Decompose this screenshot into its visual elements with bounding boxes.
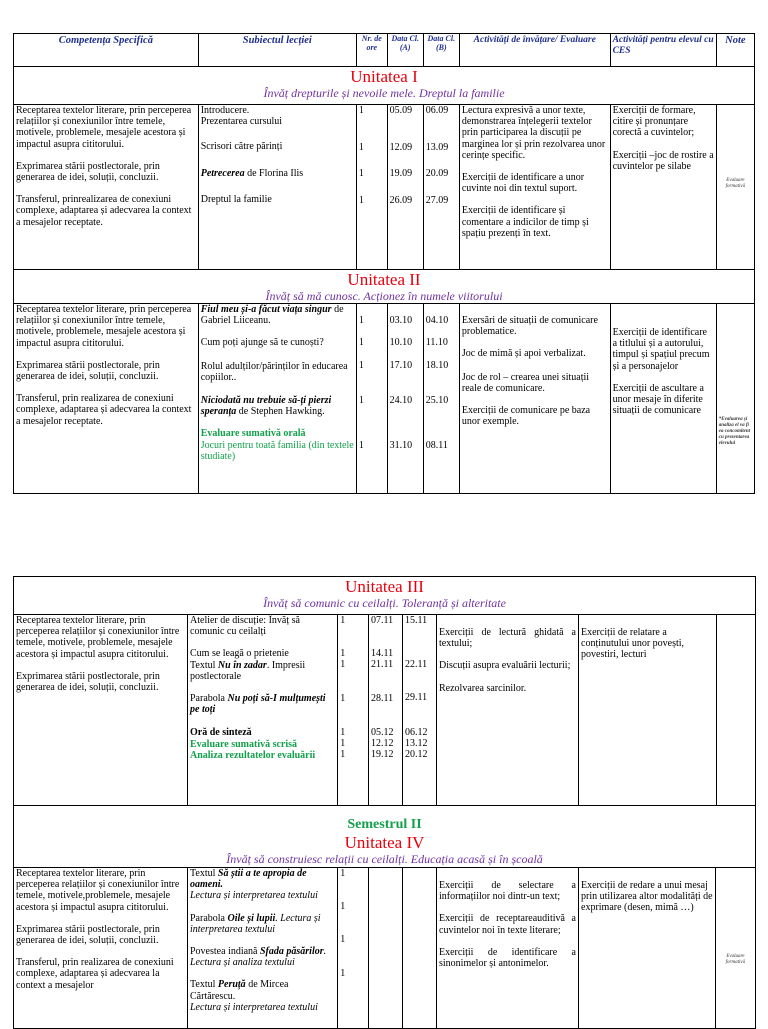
competence-text: Receptarea textelor literare, prin perceperea relațiilor și conexiunilor între temele, motivele,problemele, mesajele acestora și impactul asupra cititorului. — [16, 868, 180, 913]
hours: 1 — [358, 360, 364, 372]
hours: 1 — [340, 692, 346, 704]
date-a: 19.12 — [371, 749, 394, 761]
hours: 1 — [340, 901, 346, 913]
competence-text: Receptarea textelor literare, prin perceperea relațiilor și conexiunilor între temele, motivele, problemele, mesajele acestora și impactul asupra cititorului. — [16, 304, 192, 349]
hours: 1 — [358, 439, 364, 451]
lesson-detail: Lectura și interpretarea textului — [190, 890, 318, 902]
date-b: 22.11 — [405, 659, 428, 671]
activity: Joc de mimă și apoi verbalizat. — [461, 348, 586, 360]
date-a: 19.09 — [389, 168, 413, 180]
lesson-evaluation: Evaluare sumativă scrisă — [190, 738, 298, 750]
date-a: 21.11 — [371, 659, 394, 671]
unit-3-header — [14, 577, 756, 615]
lesson: Fiul meu și-a făcut viața singur de Gabriel Liiceanu. — [200, 304, 344, 327]
unit-1-subtitle: Învăț drepturile și nevoile mele. Dreptul la familie — [263, 86, 505, 100]
date-b: 25.10 — [425, 394, 449, 406]
hours: 1 — [340, 615, 346, 626]
lesson-evaluation: Evaluare sumativă orală — [200, 428, 306, 440]
activity: Exerciții de receptareauditivă a cuvintelor noi în texte literare; — [439, 913, 576, 936]
activity: Exerciții de selectare a informațiilor noi dintr-un text; — [439, 880, 576, 903]
ces-activity: Exerciții de relatare a conținutului unor povești, povestiri, lecturi — [581, 627, 685, 661]
competence-text: Exprimarea stării postlectorale, prin generarea de idei, soluții, concluzii. — [16, 359, 160, 383]
unit-1-activities — [459, 105, 610, 270]
lesson: Atelier de discuție: Învăț să comunic cu ceilalți — [190, 615, 300, 638]
unit-3-ces-note — [579, 615, 756, 806]
date-b: 27.09 — [425, 194, 449, 206]
hours: 1 — [340, 868, 346, 879]
lesson: Parabola Nu poți să-I mulțumești pe toți — [190, 693, 326, 716]
date-a: 12.09 — [389, 142, 413, 154]
date-b: 13.12 — [405, 737, 428, 749]
lesson: Jocuri pentru toată familia (din textele studiate) — [200, 439, 354, 462]
unit-2-lessons — [198, 304, 356, 494]
unit-2-row — [14, 304, 755, 494]
lesson: Petrecerea de Florina Ilis — [200, 167, 304, 179]
unit-1-dates-a — [387, 105, 423, 270]
semester-title: Semestrul II — [347, 817, 422, 832]
ces-activity: Exerciții de identificare a titlului și a autorului, timpul și spațiul precum și a personajelor — [612, 327, 710, 372]
lesson: Cum poți ajunge să te cunoști? — [200, 337, 324, 349]
lesson: Scrisori către părinți — [200, 141, 283, 153]
lesson: Textul Să știi a te apropia de oameni. — [190, 868, 307, 891]
date-b: 18.10 — [425, 360, 449, 372]
date-a: 24.10 — [389, 394, 413, 406]
date-a: 14.11 — [371, 648, 394, 660]
unit-3-competente — [14, 615, 188, 806]
lesson: Introducere. — [200, 105, 250, 116]
activity: Exerciții de identificare și comentare a indicilor de timp și spațiu prezenți în text. — [461, 205, 589, 239]
date-b: 11.10 — [425, 337, 448, 349]
date-b: 08.11 — [425, 439, 448, 451]
date-a: 17.10 — [389, 360, 413, 372]
ces-activity: Exerciții de redare a unui mesaj prin utilizarea altor modalități de exprimare (desen, mimă …) — [581, 880, 713, 914]
competence-text: Transferul, prin realizarea de conexiuni complexe, adaptarea și adecvarea la context a mesajelor receptate. — [16, 393, 192, 427]
unit-2-header — [14, 270, 755, 304]
activity: Exerciții de lectură ghidată a textului; — [439, 627, 576, 650]
date-a: 26.09 — [389, 194, 413, 206]
lesson-detail: Lectura și interpretarea textului — [190, 1001, 318, 1013]
header-note: Note — [716, 34, 754, 67]
date-b: 29.11 — [405, 692, 428, 704]
header-nr-ore: Nr. de ore — [356, 34, 387, 67]
lesson-synthesis: Oră de sinteză — [190, 727, 252, 739]
hours: 1 — [358, 337, 364, 349]
header-activitati: Activități de învățare/ Evaluare — [459, 34, 610, 67]
date-b: 04.10 — [425, 315, 449, 326]
date-a: 12.12 — [371, 738, 394, 750]
hours: 1 — [358, 142, 364, 154]
date-a: 31.10 — [389, 439, 413, 451]
competence-text: Transferul, prinrealizarea de conexiuni complexe, adaptarea și adecvarea la context a mesajelor receptate. — [16, 194, 192, 228]
hours: 1 — [358, 315, 364, 326]
lesson: Rolul adulților/părinților în educarea copiilor.. — [200, 360, 348, 383]
unit-3-hours — [338, 615, 368, 805]
unit-1-header — [14, 67, 755, 105]
lesson: Povestea indiană Sfada păsărilor. Lectura și analiza textului — [190, 946, 327, 969]
unit-2-note — [716, 304, 754, 494]
lesson: Textul Peruță de Mircea Cărtărescu. — [190, 979, 289, 1002]
note-text: *Evaluarea și analiza el va fi ea concomitent cu prezentarea elevului — [718, 417, 750, 446]
hours: 1 — [358, 194, 364, 206]
unit-1-lessons — [198, 105, 356, 270]
activity: Rezolvarea sarcinilor. — [439, 682, 527, 694]
hours: 1 — [340, 738, 346, 750]
hours: 1 — [358, 105, 364, 116]
unit-4-title: Unitatea IV — [344, 833, 425, 852]
hours: 1 — [340, 967, 346, 979]
unit-4-dates-b — [403, 868, 437, 1029]
competence-text: Exprimarea stării postlectorale, prin generarea de idei, soluții, concluzii. — [16, 670, 160, 694]
ces-activity: Exerciții de formare, citire și pronunțare corectă a cuvintelor; — [612, 105, 696, 139]
lesson: Parabola Oile și lupii. Lectura și interpretarea textului — [190, 912, 321, 935]
header-data-b: Data Cl. (B) — [423, 34, 459, 67]
unit-1-ces — [610, 105, 716, 270]
activity: Lectura expresivă a unor texte, demonstrarea înțelegerii textelor prin participarea la discuții pe marginea lor și prin rezolvarea unor cerințe specific. — [461, 105, 606, 161]
date-b: 06.12 — [405, 726, 428, 738]
activity: Exerciții de identificare a sinonimelor și antonimelor. — [439, 946, 576, 970]
unit-1-note — [716, 105, 754, 270]
unit-2-dates-b — [423, 304, 459, 494]
hours: 1 — [340, 749, 346, 761]
unit-2-activities — [459, 304, 610, 494]
date-a: 05.09 — [389, 105, 413, 116]
unit-4-ces-note — [579, 868, 756, 1029]
unit-4-hours — [338, 868, 368, 1028]
lesson: Dreptul la familie — [200, 193, 272, 205]
ces-activity: Exerciții de ascultare a unor mesaje în diferite situații de comunicare — [612, 382, 704, 417]
header-data-a: Data Cl. (A) — [387, 34, 423, 67]
date-b: 20.12 — [405, 749, 428, 761]
unit-4-lessons — [188, 868, 338, 1028]
unit-1-hours — [356, 105, 387, 270]
unit-3-activities — [437, 615, 579, 806]
date-a: 03.10 — [389, 315, 413, 326]
unit-2-title: Unitatea II — [347, 270, 421, 289]
header-subiect: Subiectul lecției — [198, 34, 356, 67]
plan-table-sem1 — [13, 33, 755, 494]
plan-table-sem2 — [13, 576, 756, 1029]
date-b: 15.11 — [405, 615, 428, 626]
activity: Exerciții de comunicare pe baza unor exemple. — [461, 405, 591, 428]
unit-4-note — [716, 868, 755, 1028]
competence-text: Receptarea textelor literare, prin perceperea relațiilor și conexiunilor între temele, motivele, problemele, mesajele acestora și impactul asupra cititorului. — [16, 105, 192, 150]
unit-2-subtitle: Învăț să mă cunosc. Acționez în numele viitorului — [265, 289, 503, 303]
activity: Joc de rol – crearea unei situații reale de comunicare. — [461, 371, 590, 394]
unit-4-dates-a — [369, 868, 403, 1029]
lesson: Cum se leagă o prietenie — [190, 648, 289, 660]
note-text: Evaluare formativă — [725, 178, 746, 189]
unit-3-dates-a — [369, 615, 403, 806]
unit-3-ces — [579, 615, 717, 805]
unit-3-dates-b — [403, 615, 437, 806]
unit-4-lessons-hours — [188, 868, 369, 1029]
header-ces: Activități pentru elevul cu CES — [610, 34, 716, 67]
unit-4-ces — [579, 868, 716, 1028]
header-competenta: Competența Specifică — [14, 34, 199, 67]
activity: Exersări de situații de comunicare problematice. — [461, 315, 598, 338]
unit-2-hours — [356, 304, 387, 494]
hours: 1 — [340, 726, 346, 738]
competence-text: Exprimarea stării postlectorale, prin generarea de idei, soluții, concluzii. — [16, 160, 160, 184]
hours: 1 — [340, 659, 346, 671]
unit-2-ces — [610, 304, 716, 494]
hours: 1 — [340, 934, 346, 946]
lesson: Prezentarea cursului — [200, 116, 283, 128]
competence-text: Transferul, prin realizarea de conexiuni complexe, adaptarea și adecvarea la context a mesajelor — [16, 957, 174, 991]
date-a: 10.10 — [389, 337, 413, 349]
unit-4-activities — [437, 868, 579, 1029]
unit-3-subtitle: Învăț să comunic cu ceilalți. Toleranță și alteritate — [263, 596, 506, 610]
date-b: 06.09 — [425, 105, 449, 116]
unit-1-competente — [14, 105, 199, 270]
unit-1-title: Unitatea I — [350, 67, 418, 86]
unit-1-row — [14, 105, 755, 270]
lesson-analysis: Analiza rezultatelor evaluării — [190, 749, 316, 761]
unit-2-competente — [14, 304, 199, 494]
unit-3-note — [717, 615, 755, 805]
ces-activity: Exerciții –joc de rostire a cuvintelor pe silabe — [612, 149, 714, 172]
unit-4-subtitle: Învăț să construiesc relații cu ceilalți. Educația acasă și în școală — [226, 852, 543, 866]
competence-text: Receptarea textelor literare, prin perceperea relațiilor și conexiunilor între temele, motivele, problemele, mesajele acestora și impactul asupra cititorului. — [16, 615, 180, 660]
unit-4-competente — [14, 868, 188, 1029]
hours: 1 — [358, 168, 364, 180]
unit-1-dates-b — [423, 105, 459, 270]
unit-3-lessons — [188, 615, 338, 805]
date-a: 07.11 — [371, 615, 394, 626]
unit-3-lessons-hours — [188, 615, 369, 806]
unit-3-title: Unitatea III — [345, 577, 424, 596]
unit-4-row — [14, 868, 756, 1029]
hours: 1 — [340, 648, 346, 660]
unit-2-dates-a — [387, 304, 423, 494]
date-a: 05.12 — [371, 726, 394, 738]
lesson: Niciodată nu trebuie să-ți pierzi speranța de Stephen Hawking. — [200, 395, 332, 418]
date-b: 13.09 — [425, 142, 449, 154]
unit-3-row — [14, 615, 756, 806]
note-text: Evaluare formativă — [725, 954, 746, 965]
activity: Discuții asupra evaluării lecturii; — [439, 660, 571, 672]
header-row — [14, 34, 755, 67]
date-a: 28.11 — [371, 692, 394, 704]
hours: 1 — [358, 394, 364, 406]
competence-text: Exprimarea stării postlectorale, prin generarea de idei, soluții, concluzii. — [16, 923, 160, 947]
date-b: 20.09 — [425, 168, 449, 180]
lesson: Textul Nu în zadar. Impresii postlectorale — [190, 659, 306, 682]
semester-unit-4-header — [14, 806, 756, 868]
activity: Exerciții de identificare a unor cuvinte noi din textul suport. — [461, 172, 585, 195]
